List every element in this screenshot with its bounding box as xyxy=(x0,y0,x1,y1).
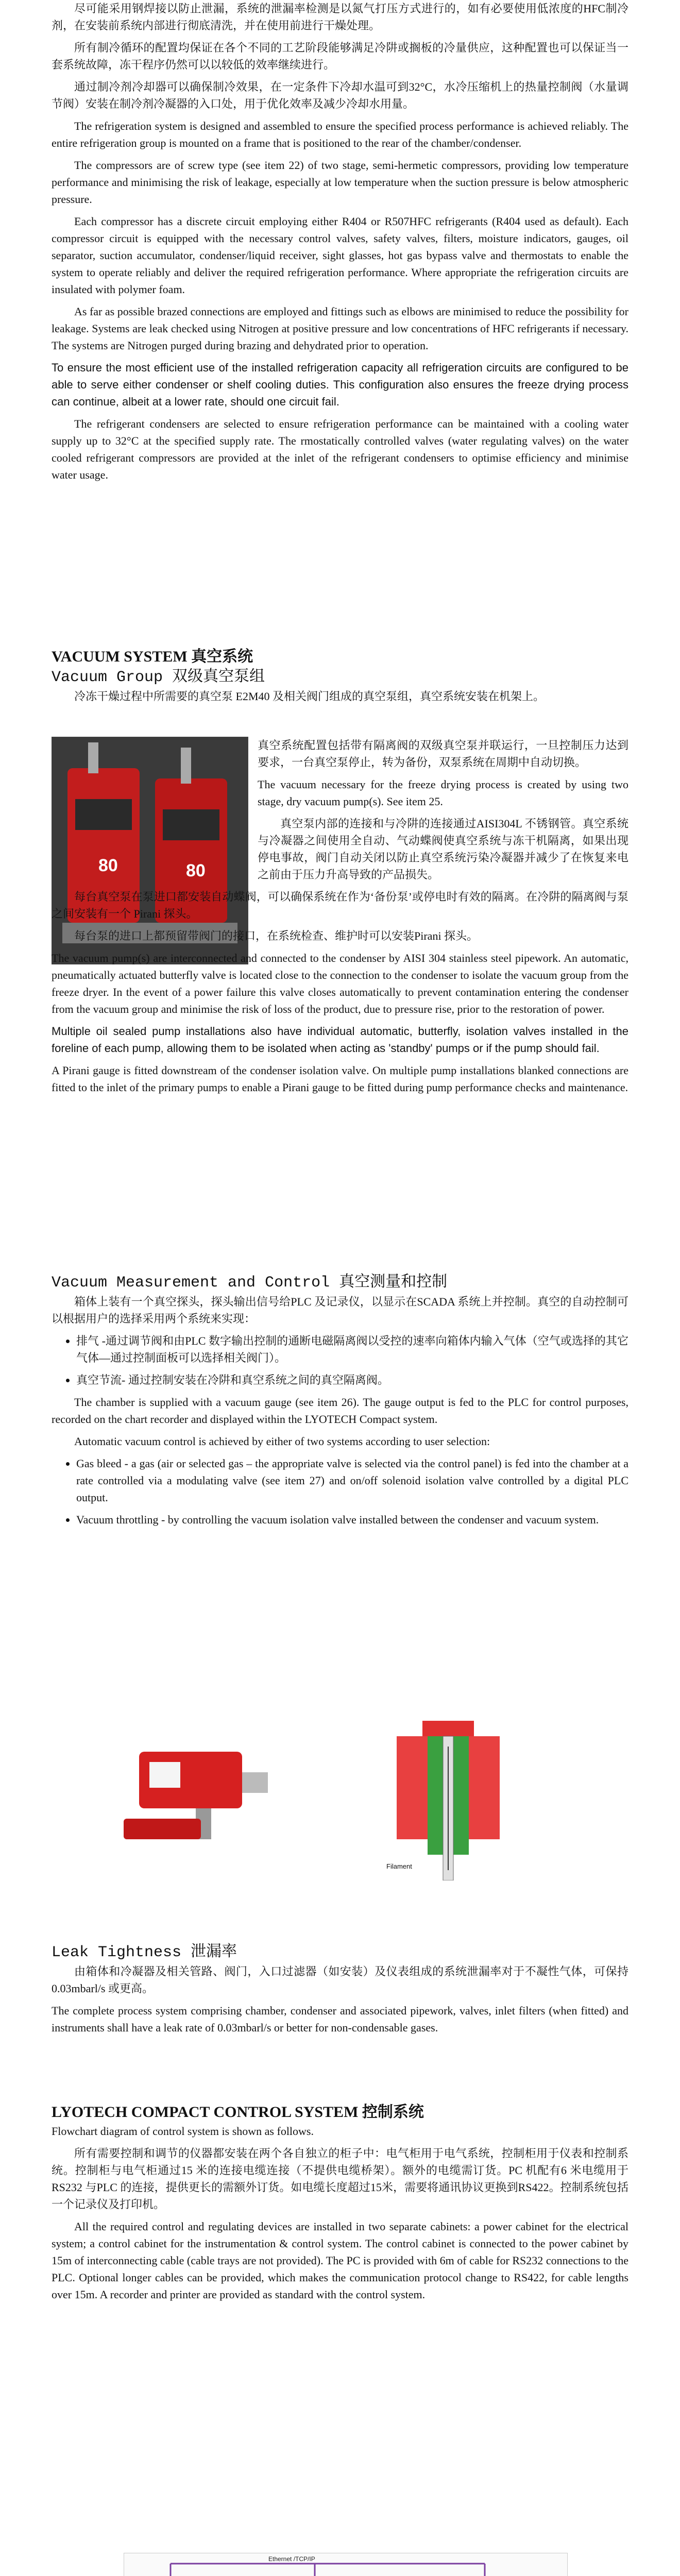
control-section xyxy=(52,2102,628,2308)
measurement-section xyxy=(52,1273,628,1533)
intro-en-paragraph-1: The refrigeration system is designed and assembled to ensure the specified process performance is achieved reliably. The entire refrigeration group is mounted on a frame that is positioned to the rear of the chamber/condenser. xyxy=(52,120,628,149)
measurement-cn-paragraph: 箱体上装有一个真空探头，探头输出信号给PLC 及记录仪，以显示在SCADA 系统上并控制。真空的自动控制可以根据用户的选择采用两个系统来实现： xyxy=(52,1295,628,1325)
svg-text:80: 80 xyxy=(98,856,118,875)
intro-section xyxy=(52,0,628,488)
pirani-gauge-diagram xyxy=(386,1716,510,1880)
vacuum-title: VACUUM SYSTEM 真空系统 xyxy=(52,648,253,665)
vacuum-section xyxy=(52,647,628,710)
vacuum-en-paragraph-3: A Pirani gauge is fitted downstream of the condenser isolation valve. On multiple pump installations blanked connections are fitted to the inlet of the primary pumps to enable a Pirani gauge to be fitted during pump performance checks and maintenance. xyxy=(52,1064,628,1094)
intro-en-paragraph-4: As far as possible brazed connections are employed and fittings such as elbows are minimised to reduce the possibility for leakage. Systems are leak checked using Nitrogen at positive pressure and low concentrations of HFC refrigerants if necessary. The systems are Nitrogen purged during brazing and dehydrated prior to operation. xyxy=(52,305,628,352)
intro-cn-paragraph-2: 所有制冷循环的配置均保证在各个不同的工艺阶段能够满足冷阱或搁板的冷量供应，这种配置也可以保证当一套系统故障，冻干程序仍然可以以较低的效率继续进行。 xyxy=(52,41,628,71)
vacuum-cn-paragraph-5: 每台泵的进口上都预留带阀门的接口，在系统检查、维护时可以安装Pirani 探头。 xyxy=(74,929,479,942)
measurement-en-bullet-1: • Gas bleed - a gas (air or selected gas – the appropriate valve is selected via the control panel) is fed into the chamber at a rate controlled via a modulating valve (see item 27) and on/off solenoid isolation valve controlled by a digital PLC output. xyxy=(76,1455,628,1506)
filament-label: Filament xyxy=(386,1862,412,1870)
control-flowchart-caption: Flowchart diagram of control system is shown as follows. xyxy=(52,2125,314,2138)
vacuum-en-paragraph-2: Multiple oil sealed pump installations also have individual automatic, butterfly, isolation valves installed in the foreline of each pump, allowing them to be isolated when acting as 'standby' pumps or if the pump should fail. xyxy=(52,1025,628,1055)
intro-en-paragraph-2: The compressors are of screw type (see item 22) of two stage, semi-hermetic compressors, providing low temperature performance and minimising the risk of leakage, especially at low temperature when the suction pressure is below atmospheric pressure. xyxy=(52,159,628,206)
control-cn-paragraph: 所有需要控制和调节的仪器都安装在两个各自独立的柜子中：电气柜用于电气系统，控制柜用于仪表和控制系统。控制柜与电气柜通过15 米的连接电缆连接（不提供电缆桥架）。额外的电缆需订货。PC 机配有6 米电缆用于RS232 与PLC 的连接，提供更长的需额外订货。如电缆长度超过15米，需要将通讯协议更换到RS422。控制系统包括一个记录仪及打印机。 xyxy=(52,2147,628,2211)
measurement-cn-bullet-2: • 真空节流- 通过控制安装在冷阱和真空系统之间的真空隔离阀。 xyxy=(76,1371,628,1388)
vacuum-cn-paragraph-2: 真空系统配置包括带有隔离阀的双级真空泵并联运行，一旦控制压力达到要求，一台真空泵停止，转为备份，双泵系统在周期中自动切换。 xyxy=(258,739,628,769)
measurement-en-paragraph-1: The chamber is supplied with a vacuum gauge (see item 26). The gauge output is fed to the PLC for control purposes, recorded on the chart recorder and displayed within the LYOTECH Compact system. xyxy=(52,1396,628,1426)
measurement-title: Vacuum Measurement and Control 真空测量和控制 xyxy=(52,1274,448,1292)
intro-en-paragraph-3: Each compressor has a discrete circuit employing either R404 or R507HFC refrigerants (R404 used as default). Each compressor circuit is equipped with the necessary control valves, safety valves, filters, moisture indicators, gauges, oil separator, suction accumulator, condenser/liquid receiver, sight glasses, hot gas bypass valve and thermostats to enable the system to operate reliably and deliver the required refrigeration performance. Where appropriate the refrigeration circuits are insulated with polymer foam. xyxy=(52,215,628,296)
intro-cn-paragraph-3: 通过制冷剂冷却器可以确保制冷效果，在一定条件下冷却水温可到32°C，水冷压缩机上的热量控制阀（水量调节阀）安装在制冷剂冷凝器的入口处，用于优化效率及减少冷却水用量。 xyxy=(52,80,628,110)
vacuum-subtitle: Vacuum Group 双级真空泵组 xyxy=(52,669,265,686)
svg-text:80: 80 xyxy=(186,861,206,880)
measurement-cn-list xyxy=(52,1332,628,1388)
vacuum-cn-paragraph-1: 冷冻干燥过程中所需要的真空泵 E2M40 及相关阀门组成的真空泵组，真空系统安装在机架上。 xyxy=(74,690,545,703)
leak-en-paragraph: The complete process system comprising chamber, condenser and associated pipework, valves, inlet filters (when fitted) and instruments shall have a leak rate of 0.03mbarl/s or better for non-condensable gases. xyxy=(52,2004,628,2034)
measurement-en-list xyxy=(52,1455,628,1528)
leak-cn-paragraph: 由箱体和冷凝器及相关管路、阀门，入口过滤器（如安装）及仪表组成的系统泄漏率对于不凝性气体，可保持0.03mbarl/s 或更高。 xyxy=(52,1965,628,1995)
measurement-en-bullet-2: • Vacuum throttling - by controlling the vacuum isolation valve installed between the condenser and vacuum system. xyxy=(76,1511,628,1528)
vacuum-cn-paragraph-3: 真空泵内部的连接和与冷阱的连接通过AISI304L 不锈钢管。真空系统与冷凝器之间使用全自动、气动蝶阀使真空系统与冻干机隔离，如果出现停电事故，阀门自动关闭以防止真空系统污染冷凝器并减少了在恢复来电之前由于压力升高导致的产品损失。 xyxy=(258,817,628,881)
vacuum-cn-paragraph-4: 每台真空泵在泵进口都安装自动蝶阀，可以确保系统在作为‘备份泵’或停电时有效的隔离。在冷阱的隔离阀与泵之间安装有一个 Pirani 探头。 xyxy=(52,890,628,920)
intro-cn-paragraph-1: 尽可能采用钢焊接以防止泄漏，系统的泄漏率检测是以氮气打压方式进行的，如有必要使用低浓度的HFC制冷剂，在安装前系统内部进行彻底清洗，并在使用前进行干燥处理。 xyxy=(52,2,628,32)
control-en-paragraph: All the required control and regulating devices are installed in two separate cabinets: a power cabinet for the electrical system; a control cabinet for the instrumentation & control system. The control cabinet is connected to the power cabinet by 15m of interconnecting cable (cable trays are not provided). The PC is provided with 6m of cable for RS232 connections to the PLC. Optional longer cables can be provided, which makes the communication protocol change to RS422, for cable lengths over 15m. A recorder and printer are provided as standard with the control system. xyxy=(52,2220,628,2301)
vacuum-text-block xyxy=(52,737,628,1101)
intro-en-paragraph-6: The refrigerant condensers are selected to ensure refrigeration performance can be maintained with a cooling water supply up to 32°C at the specified supply rate. The rmostatically controlled valves (water regulating valves) on the water cooled refrigerant compressors are provided at the inlet of the refrigerant condensers to optimise efficiency and minimise water usage. xyxy=(52,417,628,481)
intro-en-paragraph-5: To ensure the most efficient use of the installed refrigeration capacity all refrigeration circuits are configured to be able to serve either condenser or shelf cooling duties. This configuration also ensures the freeze drying process can continue, albeit at a lower rate, should one circuit fail. xyxy=(52,361,628,408)
measurement-en-paragraph-2: Automatic vacuum control is achieved by either of two systems according to user selection: xyxy=(74,1435,490,1448)
diagram-ethernet-label: Ethernet /TCP/IP xyxy=(268,2555,315,2563)
control-system-diagram xyxy=(124,2553,568,2576)
vacuum-gauge-photo xyxy=(118,1731,283,1850)
leak-section xyxy=(52,1942,628,2041)
vacuum-en-paragraph-1: The vacuum pump(s) are interconnected and connected to the condenser by AISI 304 stainless steel pipework. An automatic, pneumatically actuated butterfly valve is located close to the connection to the condenser to isolate the vacuum group from the freeze dryer. In the event of a power failure this valve closes automatically to prevent contamination entering the condenser from the vacuum group and minimise the risk of loss of the product, due to pressure rise, prior to the restoration of power. xyxy=(52,952,628,1015)
vacuum-en-side-text: The vacuum necessary for the freeze drying process is created by using two stage, dry vacuum pump(s). See item 25. xyxy=(258,778,628,808)
control-title: LYOTECH COMPACT CONTROL SYSTEM 控制系统 xyxy=(52,2104,424,2121)
leak-title: Leak Tightness 泄漏率 xyxy=(52,1944,237,1961)
measurement-cn-bullet-1: • 排气 -通过调节阀和由PLC 数字输出控制的通断电磁隔离阀以受控的速率向箱体内输入气体（空气或选择的其它气体—通过控制面板可以选择相关阀门）。 xyxy=(76,1332,628,1366)
